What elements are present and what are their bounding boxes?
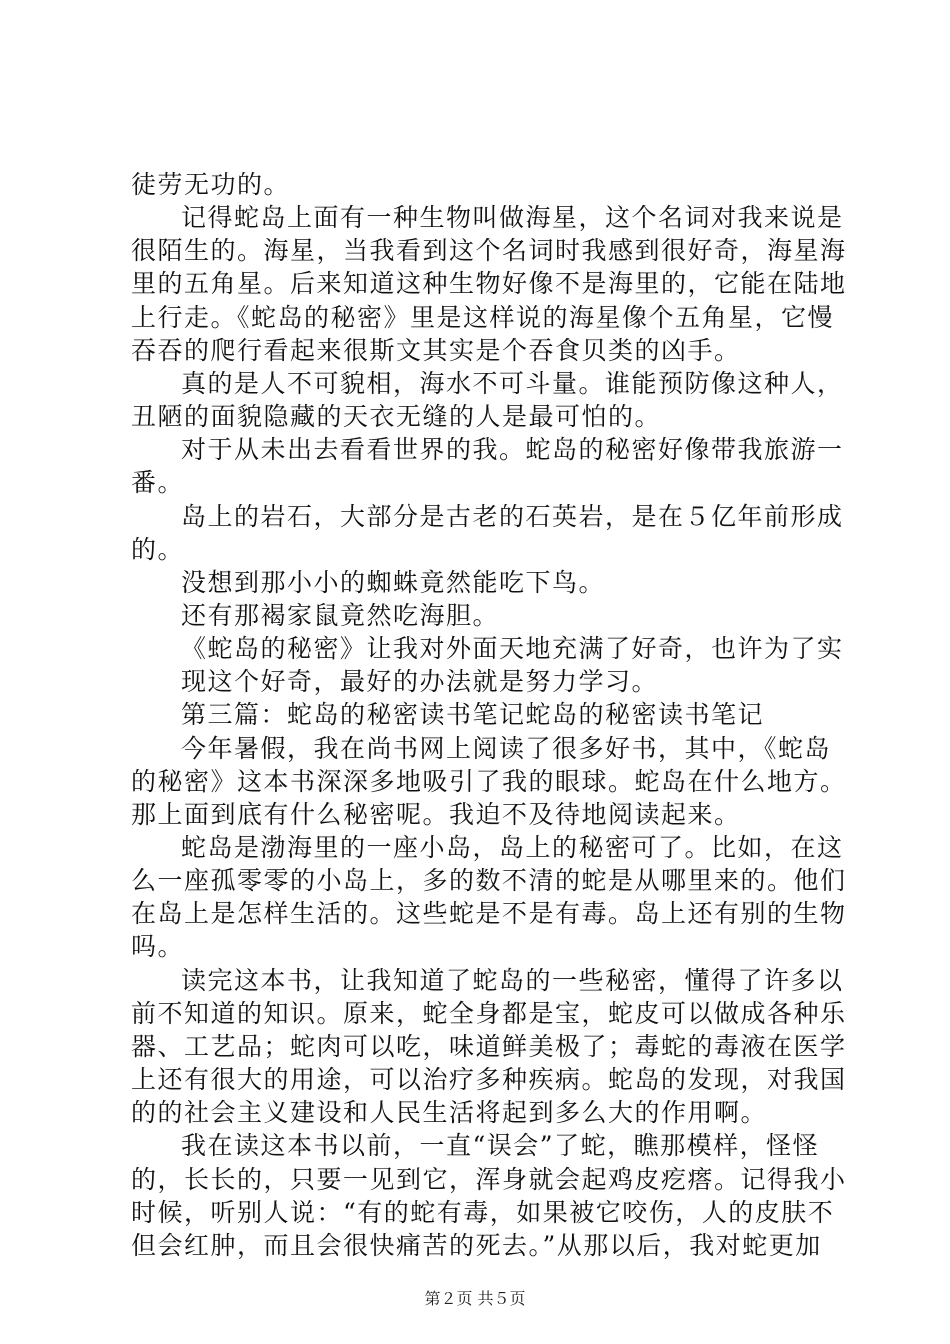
text-line: 的。 xyxy=(131,534,185,564)
text-line: 今年暑假，我在尚书网上阅读了很多好书，其中，《蛇岛 xyxy=(181,733,832,763)
text-line: 对于从未出去看看世界的我。蛇岛的秘密好像带我旅游一 xyxy=(181,435,844,465)
text-line: 很陌生的。海星，当我看到这个名词时我感到很好奇，海星海 xyxy=(131,236,847,266)
text-line: 我在读这本书以前，一直“误会”了蛇，瞧那模样，怪怪 xyxy=(181,1131,820,1161)
text-line: 番。 xyxy=(131,468,185,498)
text-line: 徒劳无功的。 xyxy=(131,170,291,199)
text-line: 时候，听别人说：“有的蛇有毒，如果被它咬伤，人的皮肤不 xyxy=(131,1197,835,1227)
text-line: 现这个好奇，最好的办法就是努力学习。 xyxy=(181,667,659,697)
text-line: 的，长长的，只要一见到它，浑身就会起鸡皮疙瘩。记得我小 xyxy=(131,1164,847,1194)
text-line: 丑陋的面貌隐藏的天衣无缝的人是最可怕的。 xyxy=(131,402,662,432)
text-line: 器、工艺品；蛇肉可以吃，味道鲜美极了；毒蛇的毒液在医学 xyxy=(131,1031,847,1061)
text-line: 真的是人不可貌相，海水不可斗量。谁能预防像这种人， xyxy=(181,368,844,398)
text-line: 么一座孤零零的小岛上，多的数不清的蛇是从哪里来的。他们 xyxy=(131,866,847,896)
text-line: 读完这本书，让我知道了蛇岛的一些秘密，懂得了许多以 xyxy=(181,965,844,995)
text-line: 《蛇岛的秘密》让我对外面天地充满了好奇，也许为了实 xyxy=(181,634,844,664)
text-line: 上还有很大的用途，可以治疗多种疾病。蛇岛的发现，对我国 xyxy=(131,1065,847,1095)
text-line: 吞吞的爬行看起来很斯文其实是个吞食贝类的凶手。 xyxy=(131,335,741,365)
text-line: 上行走。《蛇岛的秘密》里是这样说的海星像个五角星，它慢 xyxy=(131,302,835,332)
text-line: 还有那褐家鼠竟然吃海胆。 xyxy=(181,600,500,630)
text-line: 在岛上是怎样生活的。这些蛇是不是有毒。岛上还有别的生物 xyxy=(131,899,847,929)
text-line: 没想到那小小的蜘蛛竟然能吃下鸟。 xyxy=(181,567,606,597)
text-line: 里的五角星。后来知道这种生物好像不是海里的，它能在陆地 xyxy=(131,269,847,299)
text-line: 岛上的岩石，大部分是古老的石英岩，是在５亿年前形成 xyxy=(181,501,844,531)
text-line: 但会红肿，而且会很快痛苦的死去。”从那以后，我对蛇更加 xyxy=(131,1230,822,1260)
text-line: 蛇岛是渤海里的一座小岛，岛上的秘密可了。比如，在这 xyxy=(181,833,844,863)
text-line: 那上面到底有什么秘密呢。我迫不及待地阅读起来。 xyxy=(131,799,741,829)
text-line: 吗。 xyxy=(131,932,185,962)
section-heading: 第三篇：蛇岛的秘密读书笔记蛇岛的秘密读书笔记 xyxy=(181,700,765,730)
text-line: 的秘密》这本书深深多地吸引了我的眼球。蛇岛在什么地方。 xyxy=(131,766,847,796)
text-line: 记得蛇岛上面有一种生物叫做海星，这个名词对我来说是 xyxy=(181,203,844,233)
page-number-footer: 第２页 共５页 xyxy=(424,1289,526,1308)
text-line: 前不知道的知识。原来，蛇全身都是宝，蛇皮可以做成各种乐 xyxy=(131,998,847,1028)
text-line: 的的社会主义建设和人民生活将起到多么大的作用啊。 xyxy=(131,1098,768,1128)
